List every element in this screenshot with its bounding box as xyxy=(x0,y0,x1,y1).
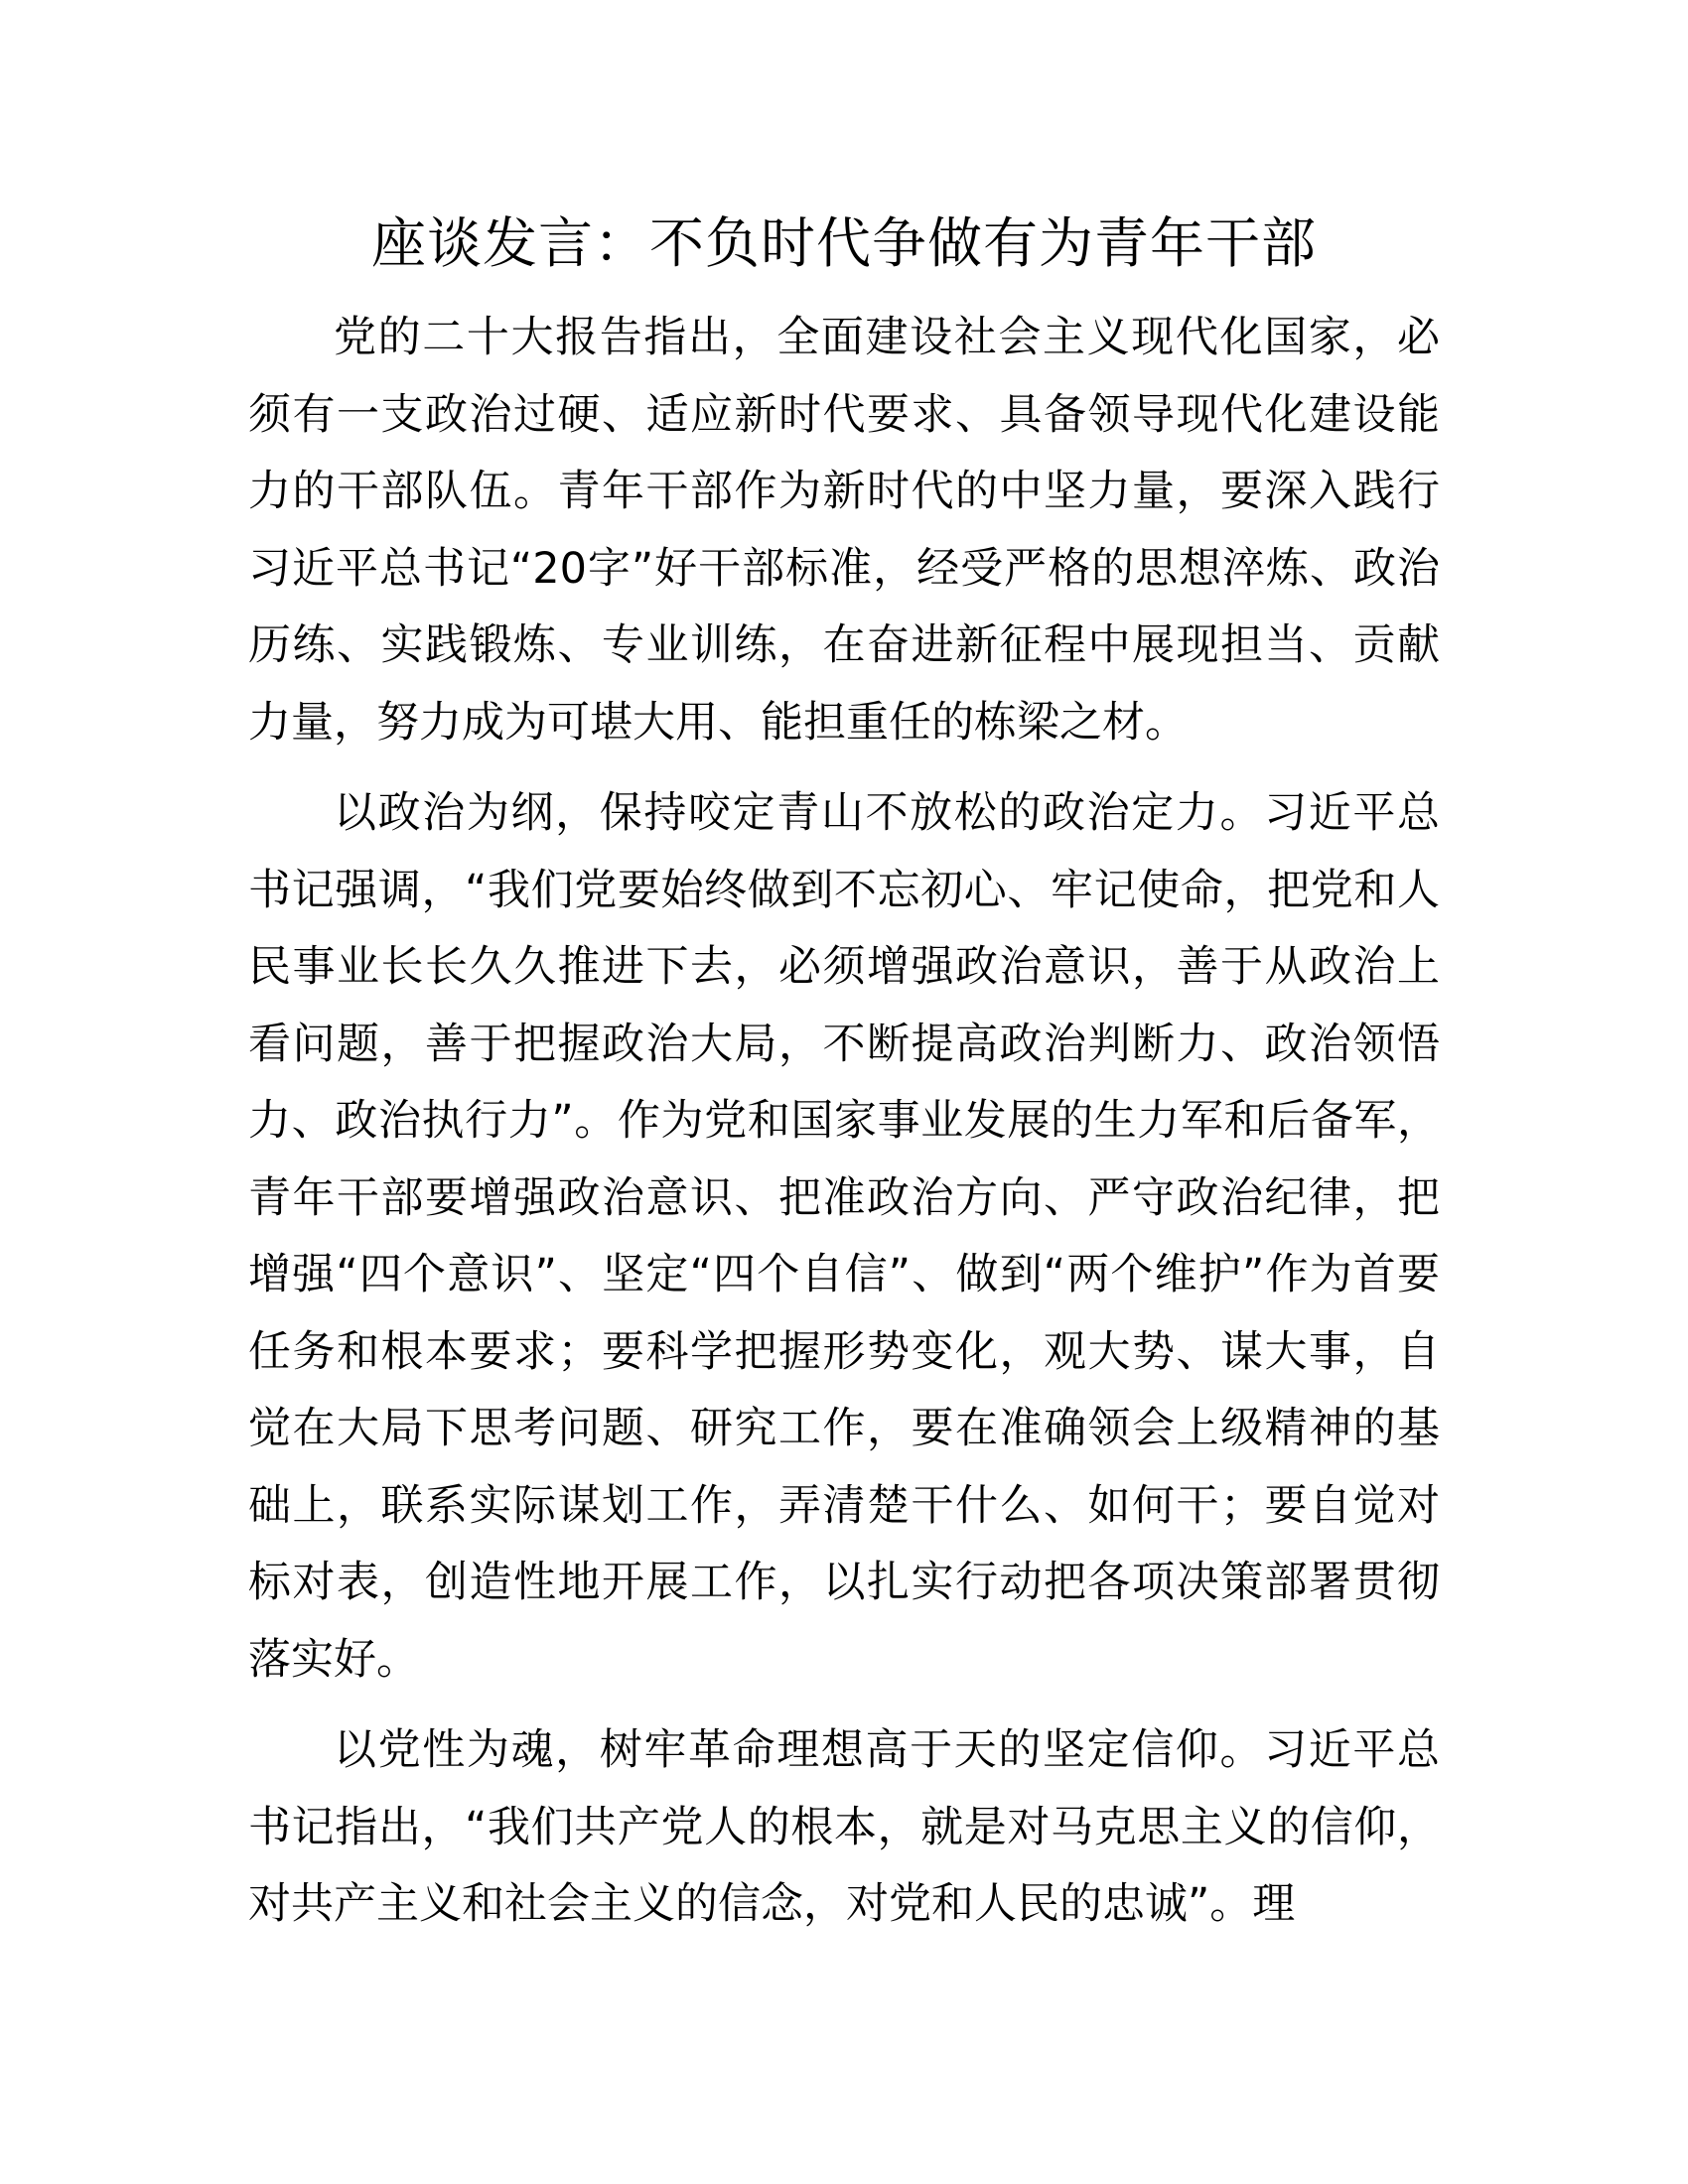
paragraph-1: 党的二十大报告指出，全面建设社会主义现代化国家，必须有一支政治过硬、适应新时代要求、具备领导现代化建设能力的干部队伍。青年干部作为新时代的中坚力量，要深入践行习近平总书记“20字”好干部标准，经受严格的思想淬炼、政治历练、实践锻炼、专业训练，在奋进新征程中展现担当、贡献力量，努力成为可堪大用、能担重任的栋梁之材。 xyxy=(248,313,1440,748)
document-body xyxy=(248,300,1440,1958)
paragraph-2: 以政治为纲，保持咬定青山不放松的政治定力。习近平总书记强调，“我们党要始终做到不忘初心、牢记使命，把党和人民事业长长久久推进下去，必须增强政治意识，善于从政治上看问题，善于把握政治大局，不断提高政治判断力、政治领悟力、政治执行力”。作为党和国家事业发展的生力军和后备军，青年干部要增强政治意识、把准政治方向、严守政治纪律，把增强“四个意识”、坚定“四个自信”、做到“两个维护”作为首要任务和根本要求；要科学把握形势变化，观大势、谋大事，自觉在大局下思考问题、研究工作，要在准确领会上级精神的基础上，联系实际谋划工作，弄清楚干什么、如何干；要自觉对标对表，创造性地开展工作，以扎实行动把各项决策部署贯彻落实好。 xyxy=(248,788,1440,1685)
paragraph-3: 以党性为魂，树牢革命理想高于天的坚定信仰。习近平总书记指出，“我们共产党人的根本，就是对马克思主义的信仰，对共产主义和社会主义的信念，对党和人民的忠诚”。理 xyxy=(248,1725,1440,1929)
document-title: 座谈发言：不负时代争做有为青年干部 xyxy=(370,211,1317,275)
